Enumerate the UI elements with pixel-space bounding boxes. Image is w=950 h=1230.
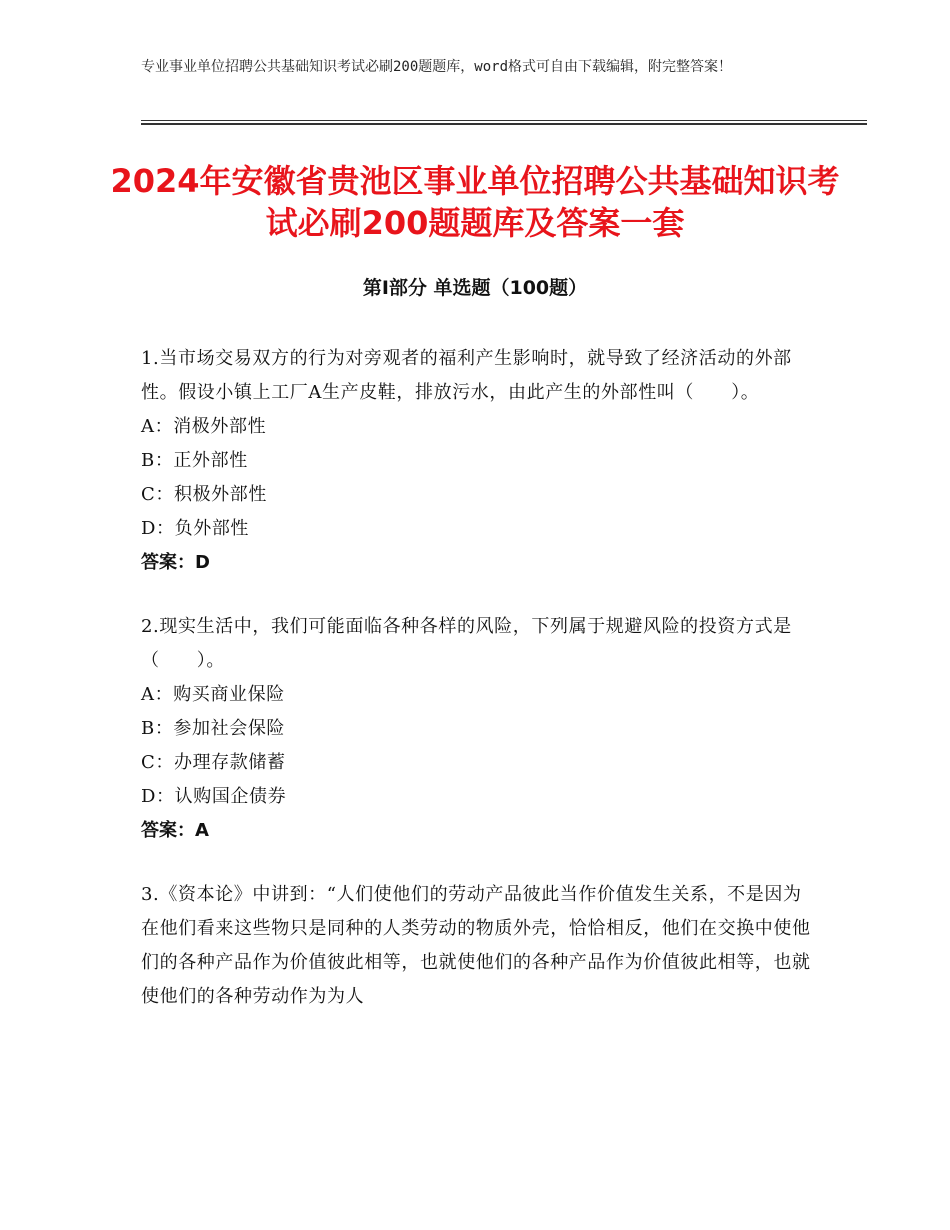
option-a: A：消极外部性 [141,416,267,437]
answer: 答案：D [141,552,210,573]
option-d: D：认购国企债券 [141,786,287,807]
question-3 [141,878,811,1014]
answer: 答案：A [141,820,209,841]
question-1 [141,342,811,580]
option-c: C：积极外部性 [141,484,267,505]
question-2 [141,610,811,848]
document-title: 2024年安徽省贵池区事业单位招聘公共基础知识考试必刷200题题库及答案一套 [110,162,840,242]
option-c: C：办理存款储蓄 [141,752,286,773]
question-stem: 1.当市场交易双方的行为对旁观者的福利产生影响时，就导致了经济活动的外部性。假设小镇上工厂A生产皮鞋，排放污水，由此产生的外部性叫（ ）。 [141,348,792,403]
question-list [141,342,811,1044]
section-title: 第Ⅰ部分 单选题（100题） [362,277,588,299]
question-stem: 3.《资本论》中讲到：“人们使他们的劳动产品彼此当作价值发生关系，不是因为在他们看来这些物只是同种的人类劳动的物质外壳，恰恰相反，他们在交换中使他们的各种产品作为价值彼此相等，也就使他们的各种产品作为价值彼此相等，也就使他们的各种劳动作为为人 [141,884,811,1007]
option-b: B：正外部性 [141,450,248,471]
option-b: B：参加社会保险 [141,718,286,739]
option-a: A：购买商业保险 [141,684,285,705]
header-note: 专业事业单位招聘公共基础知识考试必刷200题题库，word格式可自由下载编辑，附完整答案！ [141,59,732,75]
question-stem: 2.现实生活中，我们可能面临各种各样的风险，下列属于规避风险的投资方式是（ ）。 [141,616,792,671]
option-d: D：负外部性 [141,518,250,539]
header-divider [141,120,867,125]
